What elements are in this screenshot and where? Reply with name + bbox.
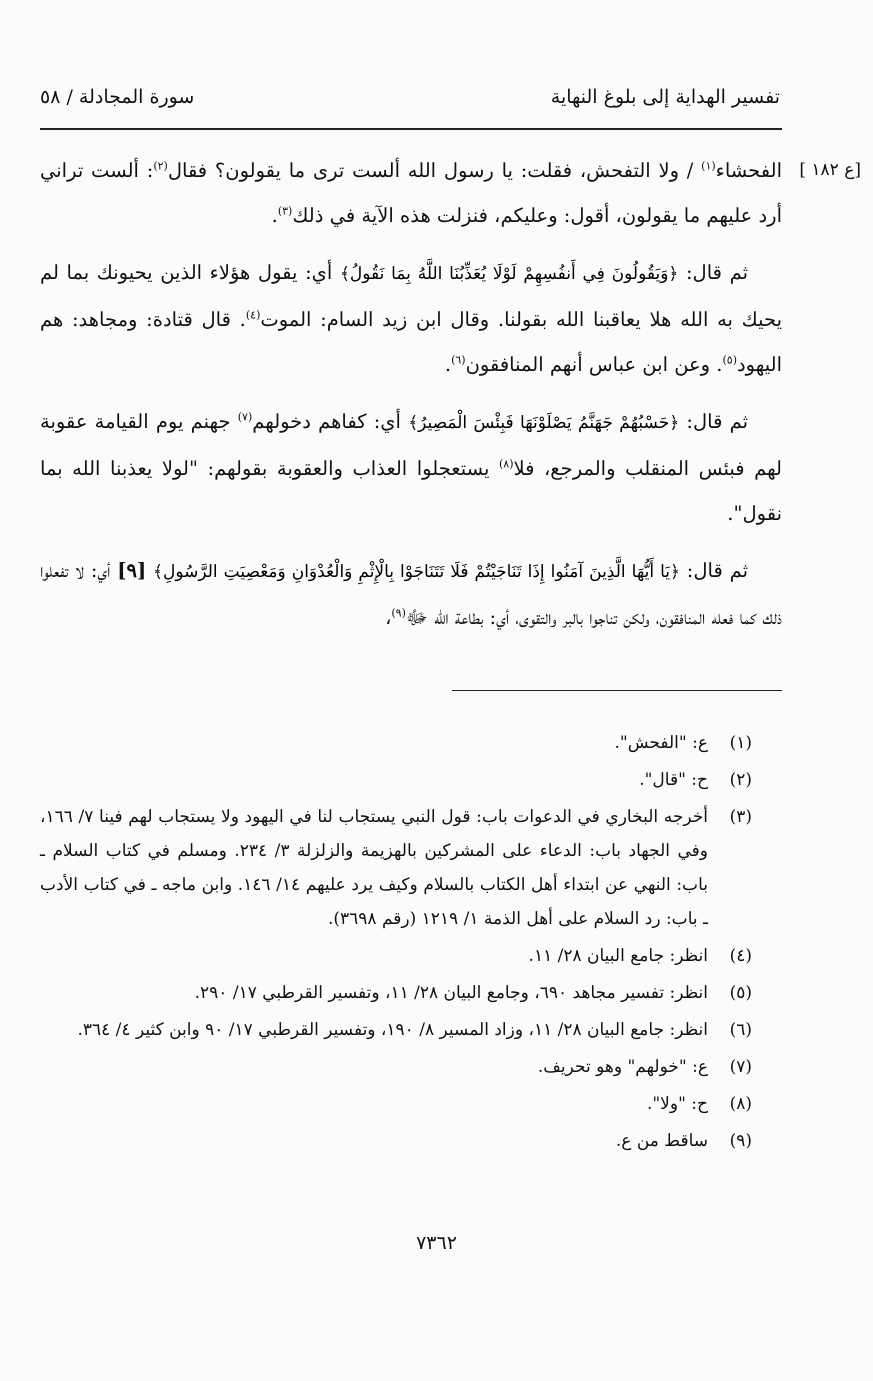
verse-number: [٩] <box>117 559 147 582</box>
footnote-ref: (٦) <box>451 353 466 367</box>
footnote-item <box>40 726 752 760</box>
footnote-number: (٥) <box>729 983 752 1003</box>
footnote-ref: (٥) <box>722 353 737 367</box>
text-run: يستعجلوا العذاب والعقوبة بقولهم: "لولا يعذبنا الله بما نقول". <box>40 457 782 525</box>
text-run: أي: لا تفعلوا ذلك كما فعله المنافقون، ولكن تناجوا بالبر والتقوى، أي: بطاعة الله ﷻ <box>40 559 782 629</box>
footnote-ref: (٢) <box>153 159 168 173</box>
text-run: ثم قال: <box>679 559 748 582</box>
footnote-number: (٦) <box>729 1020 752 1040</box>
text-run: ثم قال: <box>679 410 749 433</box>
text-run: ثم قال: <box>678 261 748 284</box>
paragraph-3 <box>40 399 782 536</box>
footnote-ref: (٣) <box>277 204 293 218</box>
text-run: أي: يقول هؤلاء الذين يحيونك بما لم يحيك به الله هلا يعاقبنا الله بقولنا. وقال ابن زيد السام: الموت <box>40 261 783 331</box>
text-run: / ولا التفحش، فقلت: يا رسول الله ألست ترى ما يقولون؟ فقال <box>167 159 702 182</box>
page-number: ٧٣٦٢ <box>416 1232 457 1254</box>
text-run: . وعن ابن عباس أنهم المنافقون <box>465 353 723 376</box>
text-run: : ألست تراني أرد عليهم ما يقولون، أقول: وعليكم، فنزلت هذه الآية في ذلك <box>40 159 782 227</box>
text-run: الفحشاء <box>715 159 782 182</box>
footnote-item <box>40 763 752 797</box>
footnote-text: أخرجه البخاري في الدعوات باب: قول النبي يستجاب لنا في اليهود ولا يستجاب لهم فينا ٧/ ١٦٦، وفي الجهاد باب: الدعاء على المشركين بالهزيمة والزلزلة ٣/ ٢٣٤. ومسلم في كتاب السلام ـ باب: النهي عن ابتداء أهل الكتاب بالسلام وكيف يرد عليهم ١٤/ ١٤٦. وابن ماجه ـ في كتاب الأدب ـ باب: رد السلام على أهل الذمة ١/ ١٢١٩ (رقم ٣٦٩٨). <box>40 807 708 929</box>
footnote-number: (١) <box>729 733 752 753</box>
quran-verse: ﴿حَسْبُهُمْ جَهَنَّمُ يَصْلَوْنَهَا فَبِئْسَ الْمَصِيرُ﴾ <box>408 413 680 433</box>
book-title: تفسير الهداية إلى بلوغ النهاية <box>550 86 780 108</box>
footnote-number: (٧) <box>729 1057 752 1077</box>
footnote-item <box>40 800 752 936</box>
footnote-ref: (١) <box>701 159 716 173</box>
footnote-text: ع: "خولهم" وهو تحريف. <box>537 1057 708 1077</box>
footnote-item <box>40 939 752 973</box>
footnote-number: (٣) <box>729 807 752 827</box>
paragraph-4 <box>40 548 782 640</box>
header-divider <box>40 128 782 130</box>
footnote-text: انظر: جامع البيان ٢٨/ ١١. <box>528 946 708 966</box>
quran-verse: ﴿وَيَقُولُونَ فِي أَنفُسِهِمْ لَوْلَا يُعَذِّبُنَا اللَّهُ بِمَا نَقُولُ﴾ <box>339 264 679 284</box>
text-run: أي: كفاهم دخولهم <box>252 410 409 433</box>
quran-verse: ﴿يَا أَيُّهَا الَّذِينَ آمَنُوا إِذَا تَنَاجَيْتُمْ فَلَا تَتَنَاجَوْا بِالْإِثْمِ وَالْعُدْوَانِ وَمَعْصِيَتِ الرَّسُولِ﴾ <box>153 562 680 582</box>
footnote-ref: (٨) <box>498 457 514 471</box>
footnote-ref: (٧) <box>237 410 253 424</box>
text-run: . قال قتادة: ومجاهد: هم اليهود <box>40 308 782 376</box>
footnote-text: ع: "الفحش". <box>614 733 708 753</box>
footnote-number: (٨) <box>729 1094 752 1114</box>
footnote-item <box>40 1050 752 1084</box>
main-text <box>40 148 782 652</box>
footnote-item <box>40 1124 752 1158</box>
footnote-text: ح: "ولا". <box>646 1094 708 1114</box>
footnote-text: ح: "قال". <box>639 770 708 790</box>
footnote-ref: (٩) <box>391 606 406 620</box>
text-run: . <box>271 204 278 227</box>
footnotes <box>40 726 752 1161</box>
footnote-ref: (٤) <box>245 308 261 322</box>
surah-label: سورة المجادلة / ٥٨ <box>40 86 195 108</box>
footnote-text: ساقط من ع. <box>615 1131 708 1151</box>
text-run: . <box>444 353 452 376</box>
footnote-divider <box>452 690 782 691</box>
manuscript-folio-ref: [ع ١٨٢ ] <box>799 160 861 180</box>
footnote-number: (٢) <box>729 770 752 790</box>
footnote-item <box>40 1087 752 1121</box>
footnote-item <box>40 976 752 1010</box>
footnote-text: انظر: تفسير مجاهد ٦٩٠، وجامع البيان ٢٨/ ١١، وتفسير القرطبي ١٧/ ٢٩٠. <box>194 983 708 1003</box>
footnote-item <box>40 1013 752 1047</box>
footnote-number: (٩) <box>729 1131 752 1151</box>
footnote-number: (٤) <box>729 946 752 966</box>
paragraph-2 <box>40 250 782 387</box>
page-header <box>40 86 780 122</box>
paragraph-1 <box>40 148 782 238</box>
text-run: ، <box>385 606 392 629</box>
footnote-text: انظر: جامع البيان ٢٨/ ١١، وزاد المسير ٨/ ١٩٠، وتفسير القرطبي ١٧/ ٩٠ وابن كثير ٤/ ٣٦٤. <box>77 1020 708 1040</box>
text-run: جهنم يوم القيامة عقوبة لهم فبئس المنقلب والمرجع، فلا <box>40 410 782 480</box>
